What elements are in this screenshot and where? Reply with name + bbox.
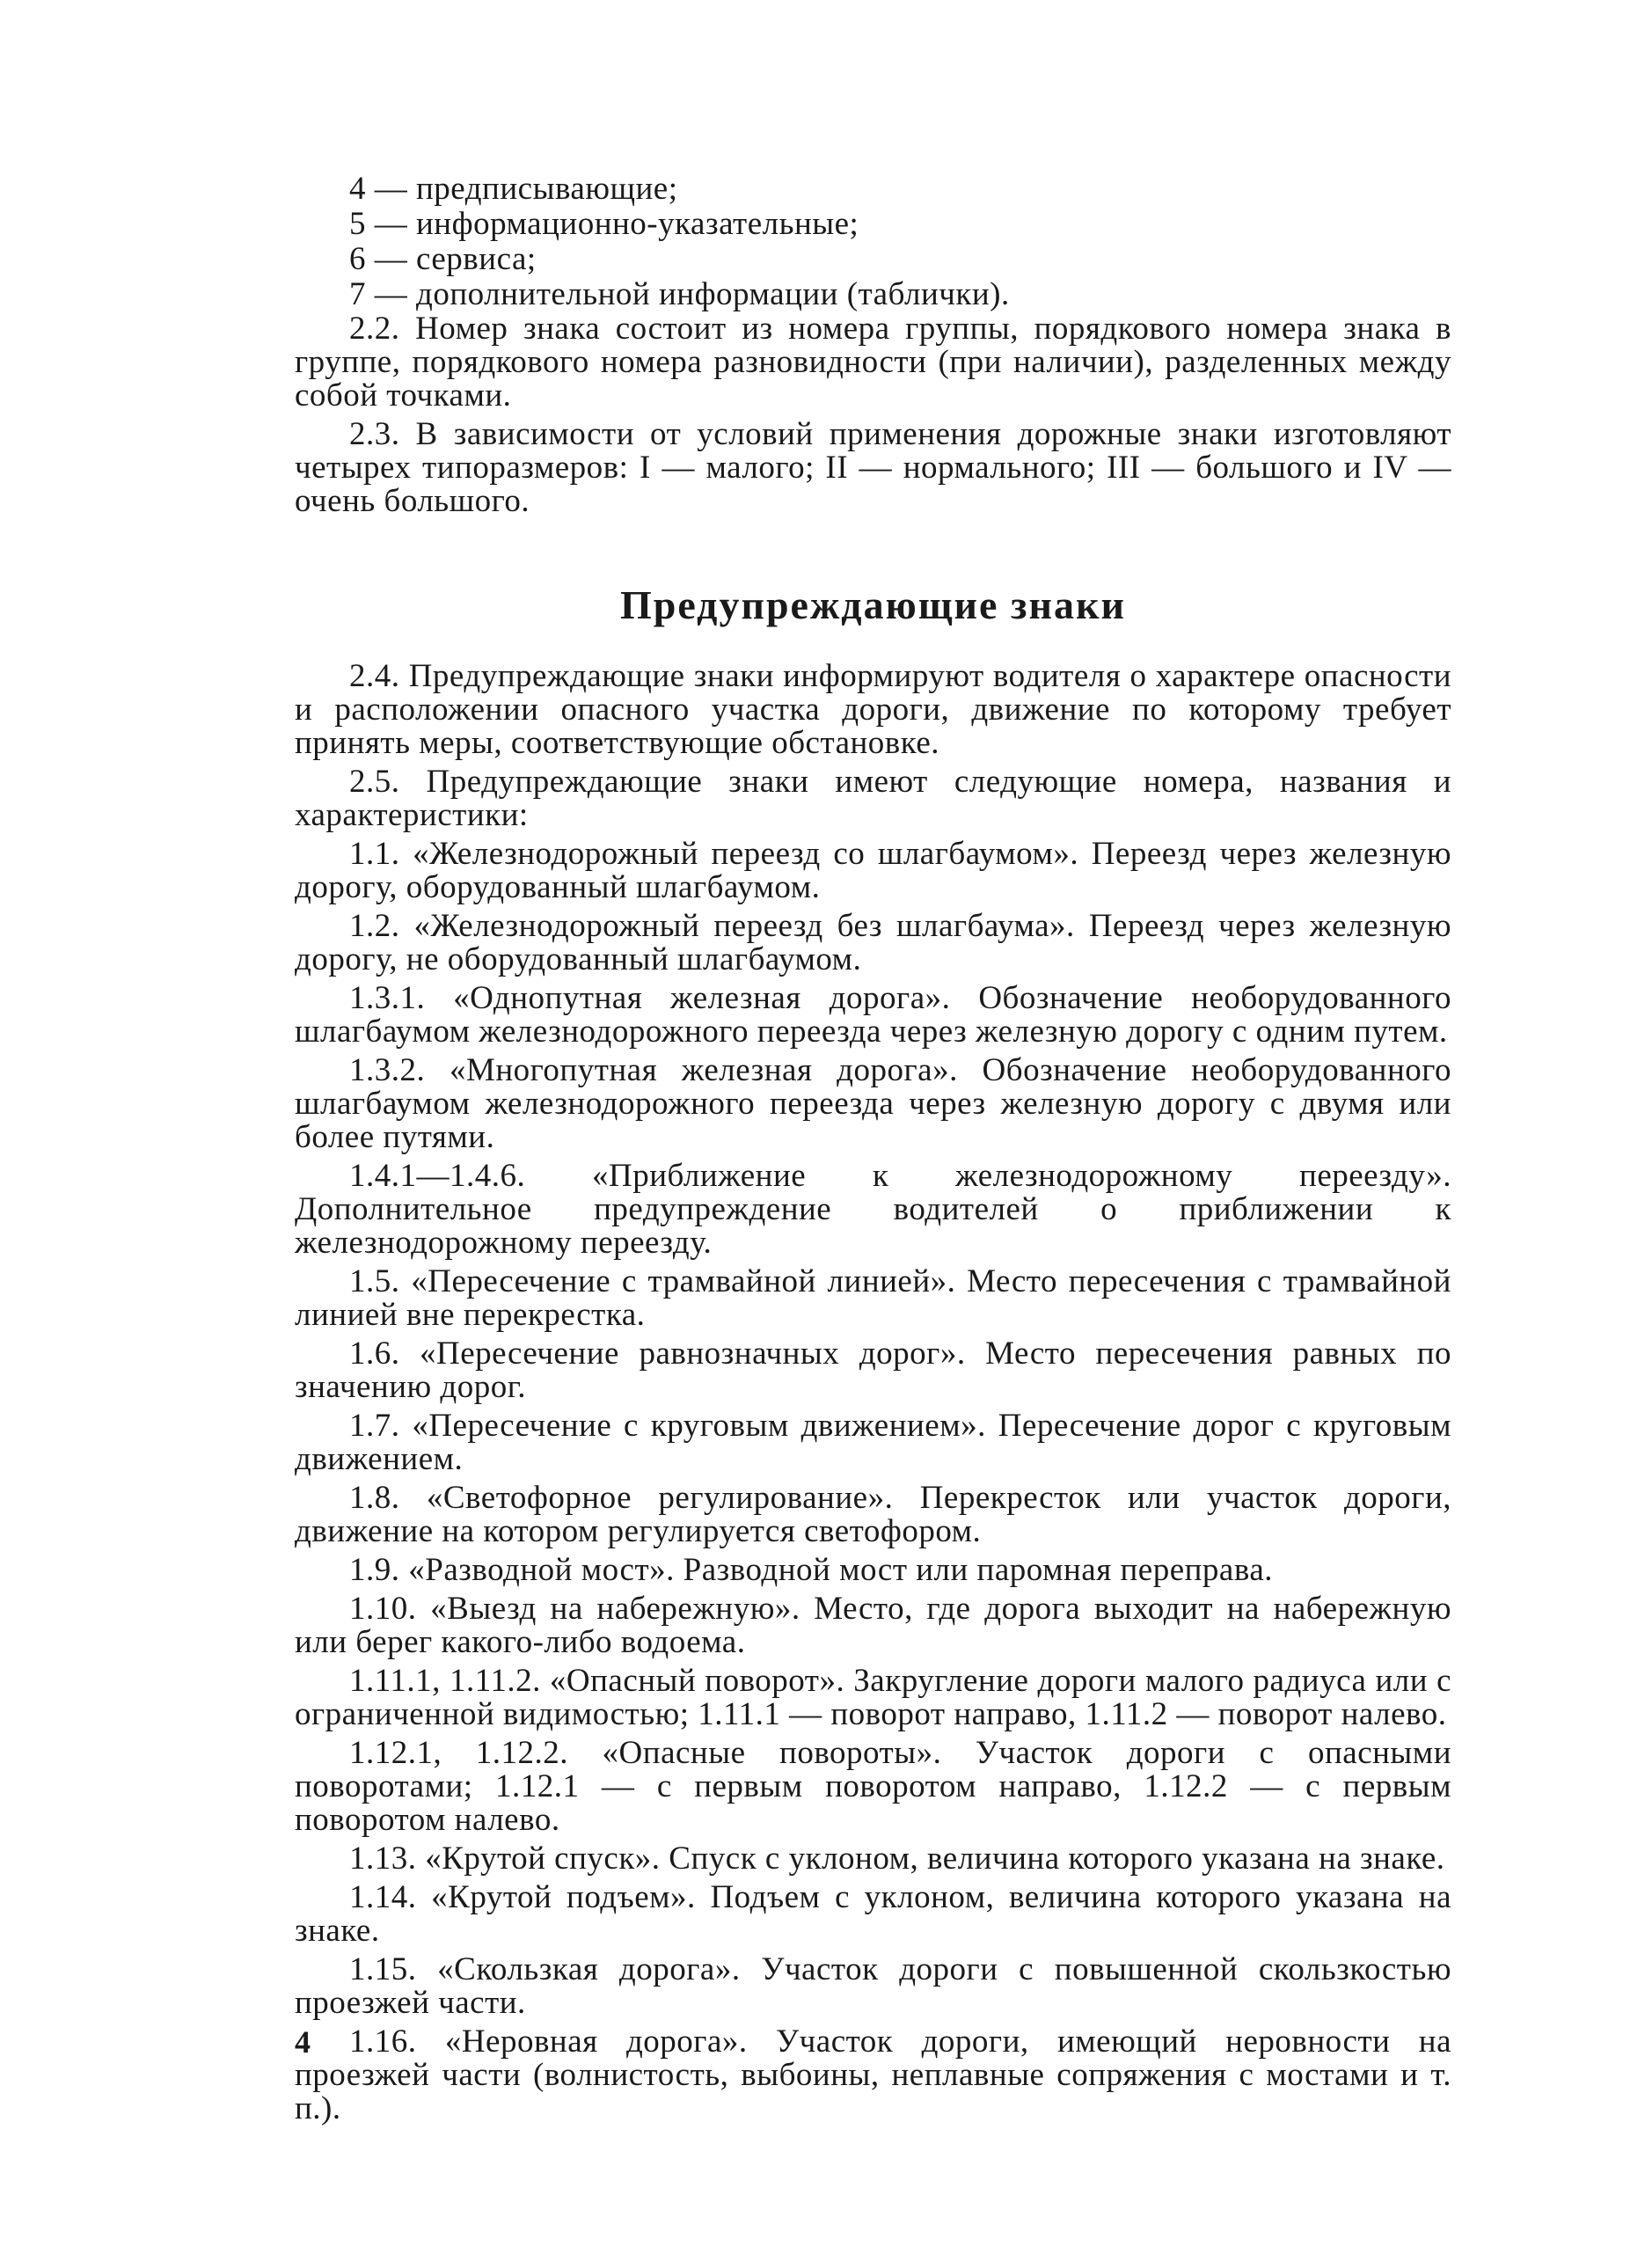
sign-description: 1.11.1, 1.11.2. «Опасный поворот». Закругление дороги малого радиуса или с ограниченной видимостью; 1.11.1 — поворот направо, 1.11.2 — поворот налево. (295, 1663, 1451, 1732)
paragraph: 2.4. Предупреждающие знаки информируют водителя о характере опасности и расположении опасного участка дороги, движение по которому требует принять меры, соответствующие обстановке. (295, 658, 1451, 761)
sign-description: 1.9. «Разводной мост». Разводной мост или паромная переправа. (349, 1552, 1274, 1588)
sign-description: 1.7. «Пересечение с круговым движением». Пересечение дорог с круговым движением. (295, 1408, 1451, 1477)
sign-description: 1.3.1. «Однопутная железная дорога». Обозначение необорудованного шлагбаумом железнодорожного переезда через железную дорогу с одним путем. (295, 980, 1451, 1050)
sign-description: 1.16. «Неровная дорога». Участок дороги, имеющий неровности на проезжей части (волнистость, выбоины, неплавные сопряжения с мостами и т. п.). (295, 2023, 1451, 2126)
list-item: 5 — информационно-указательные; (349, 206, 859, 242)
paragraph: 2.3. В зависимости от условий применения дорожные знаки изготовляют четырех типоразмеров: I — малого; II — нормального; III — большого и IV — очень большого. (295, 416, 1451, 519)
sign-description: 1.3.2. «Многопутная железная дорога». Обозначение необорудованного шлагбаумом железнодорожного переезда через железную дорогу с двумя или более путями. (295, 1052, 1451, 1155)
sign-description: 1.4.1—1.4.6. «Приближение к железнодорожному переезду». Дополнительное предупреждение водителей о приближении к железнодорожному переезду. (295, 1158, 1451, 1261)
sign-description: 1.1. «Железнодорожный переезд со шлагбаумом». Переезд через железную дорогу, оборудованный шлагбаумом. (295, 836, 1451, 905)
sign-description: 1.13. «Крутой спуск». Спуск с уклоном, величина которого указана на знаке. (349, 1841, 1445, 1877)
intro-list (295, 172, 1451, 312)
sign-description: 1.14. «Крутой подъем». Подъем с уклоном, величина которого указана на знаке. (295, 1879, 1451, 1949)
paragraph: 2.5. Предупреждающие знаки имеют следующие номера, названия и характеристики: (295, 764, 1451, 833)
section-heading: Предупреждающие знаки (620, 582, 1126, 627)
paragraph: 2.2. Номер знака состоит из номера группы, порядкового номера знака в группе, порядкового номера разновидности (при наличии), разделенных между собой точками. (295, 311, 1451, 413)
list-item: 4 — предписывающие; (349, 171, 678, 207)
sign-description: 1.8. «Светофорное регулирование». Перекресток или участок дороги, движение на котором регулируется светофором. (295, 1480, 1451, 1549)
list-item: 6 — сервиса; (349, 241, 537, 277)
document-page (295, 172, 1451, 2131)
sign-description: 1.10. «Выезд на набережную». Место, где дорога выходит на набережную или берег какого-либо водоема. (295, 1591, 1451, 1660)
section-body (295, 660, 1451, 2126)
sign-description: 1.12.1, 1.12.2. «Опасные повороты». Участок дороги с опасными поворотами; 1.12.1 — с первым поворотом направо, 1.12.2 — с первым поворотом налево. (295, 1735, 1451, 1838)
page-number: 4 (295, 2024, 311, 2060)
sign-description: 1.6. «Пересечение равнозначных дорог». Место пересечения равных по значению дорог. (295, 1336, 1451, 1405)
sign-description: 1.15. «Скользкая дорога». Участок дороги с повышенной скользкостью проезжей части. (295, 1951, 1451, 2021)
sign-description: 1.2. «Железнодорожный переезд без шлагбаума». Переезд через железную дорогу, не оборудованный шлагбаумом. (295, 908, 1451, 977)
sign-description: 1.5. «Пересечение с трамвайной линией». Место пересечения с трамвайной линией вне перекрестка. (295, 1263, 1451, 1333)
list-item: 7 — дополнительной информации (таблички). (349, 276, 1010, 312)
